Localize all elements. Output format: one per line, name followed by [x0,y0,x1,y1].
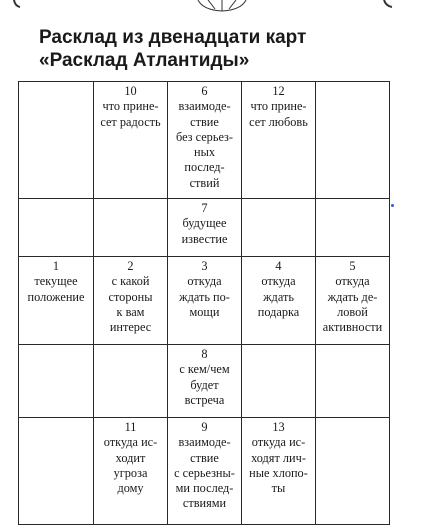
grid-cell [168,199,242,257]
card-position-meaning: с кем/чем будет встреча [179,362,230,407]
grid-cell [94,418,168,525]
card-position-meaning: будущее известие [181,216,228,246]
card-position-number: 6 [201,84,208,98]
grid-cell [19,418,94,525]
card-position-meaning: взаимоде- ствие без серьез- ных послед- ствий [175,99,234,190]
grid-cell [242,418,316,525]
card-position-meaning: откуда ждать по- мощи [179,274,230,319]
grid-cell [94,199,168,257]
page-top-ornament [0,0,444,12]
card-position-meaning: откуда ждать де- ловой активности [322,274,383,335]
grid-cell [168,418,242,525]
card-position-number: 9 [201,420,208,434]
grid-cell [316,418,390,525]
card-position-number: 10 [124,84,137,98]
grid-row [19,345,390,418]
card-spread-grid [18,81,390,525]
grid-cell [168,82,242,199]
grid-row [19,257,390,345]
grid-cell [19,199,94,257]
grid-cell [94,345,168,418]
grid-cell [94,257,168,345]
card-position-number: 3 [201,259,208,273]
grid-cell [316,257,390,345]
grid-row [19,418,390,525]
grid-cell [19,82,94,199]
card-position-number: 8 [201,347,208,361]
grid-cell [168,257,242,345]
grid-cell [19,345,94,418]
card-position-meaning: что прине- сет радость [100,99,161,129]
card-position-number: 5 [349,259,356,273]
grid-cell [242,345,316,418]
grid-cell [168,345,242,418]
title-line-2: «Расклад Атлантиды» [39,50,250,71]
grid-row [19,199,390,257]
card-position-meaning: с какой стороны к вам интерес [108,274,153,335]
grid-cell [94,82,168,199]
grid-cell [242,257,316,345]
card-position-number: 13 [272,420,285,434]
stray-blue-dot [391,204,394,207]
card-position-meaning: откуда ис- ходят лич- ные хлопо- ты [249,435,308,496]
page-title [39,26,306,72]
grid-row [19,82,390,199]
grid-cell [242,199,316,257]
card-position-meaning: взаимоде- ствие с серьезны- ми послед- ствиями [174,435,235,511]
card-position-number: 4 [275,259,282,273]
grid-cell [242,82,316,199]
card-position-number: 2 [127,259,134,273]
grid-cell [316,82,390,199]
card-position-meaning: что прине- сет любовь [249,99,308,129]
card-position-number: 7 [201,201,208,215]
grid-cell [19,257,94,345]
card-position-number: 1 [52,259,60,273]
title-line-1: Расклад из двенадцати карт [39,27,307,48]
card-position-number: 11 [124,420,137,434]
card-position-meaning: откуда ждать подарка [257,274,300,319]
card-position-meaning: откуда ис- ходит угроза дому [103,435,158,496]
card-position-meaning: текущее положение [27,274,85,304]
card-position-number: 12 [272,84,285,98]
grid-cell [316,345,390,418]
grid-cell [316,199,390,257]
